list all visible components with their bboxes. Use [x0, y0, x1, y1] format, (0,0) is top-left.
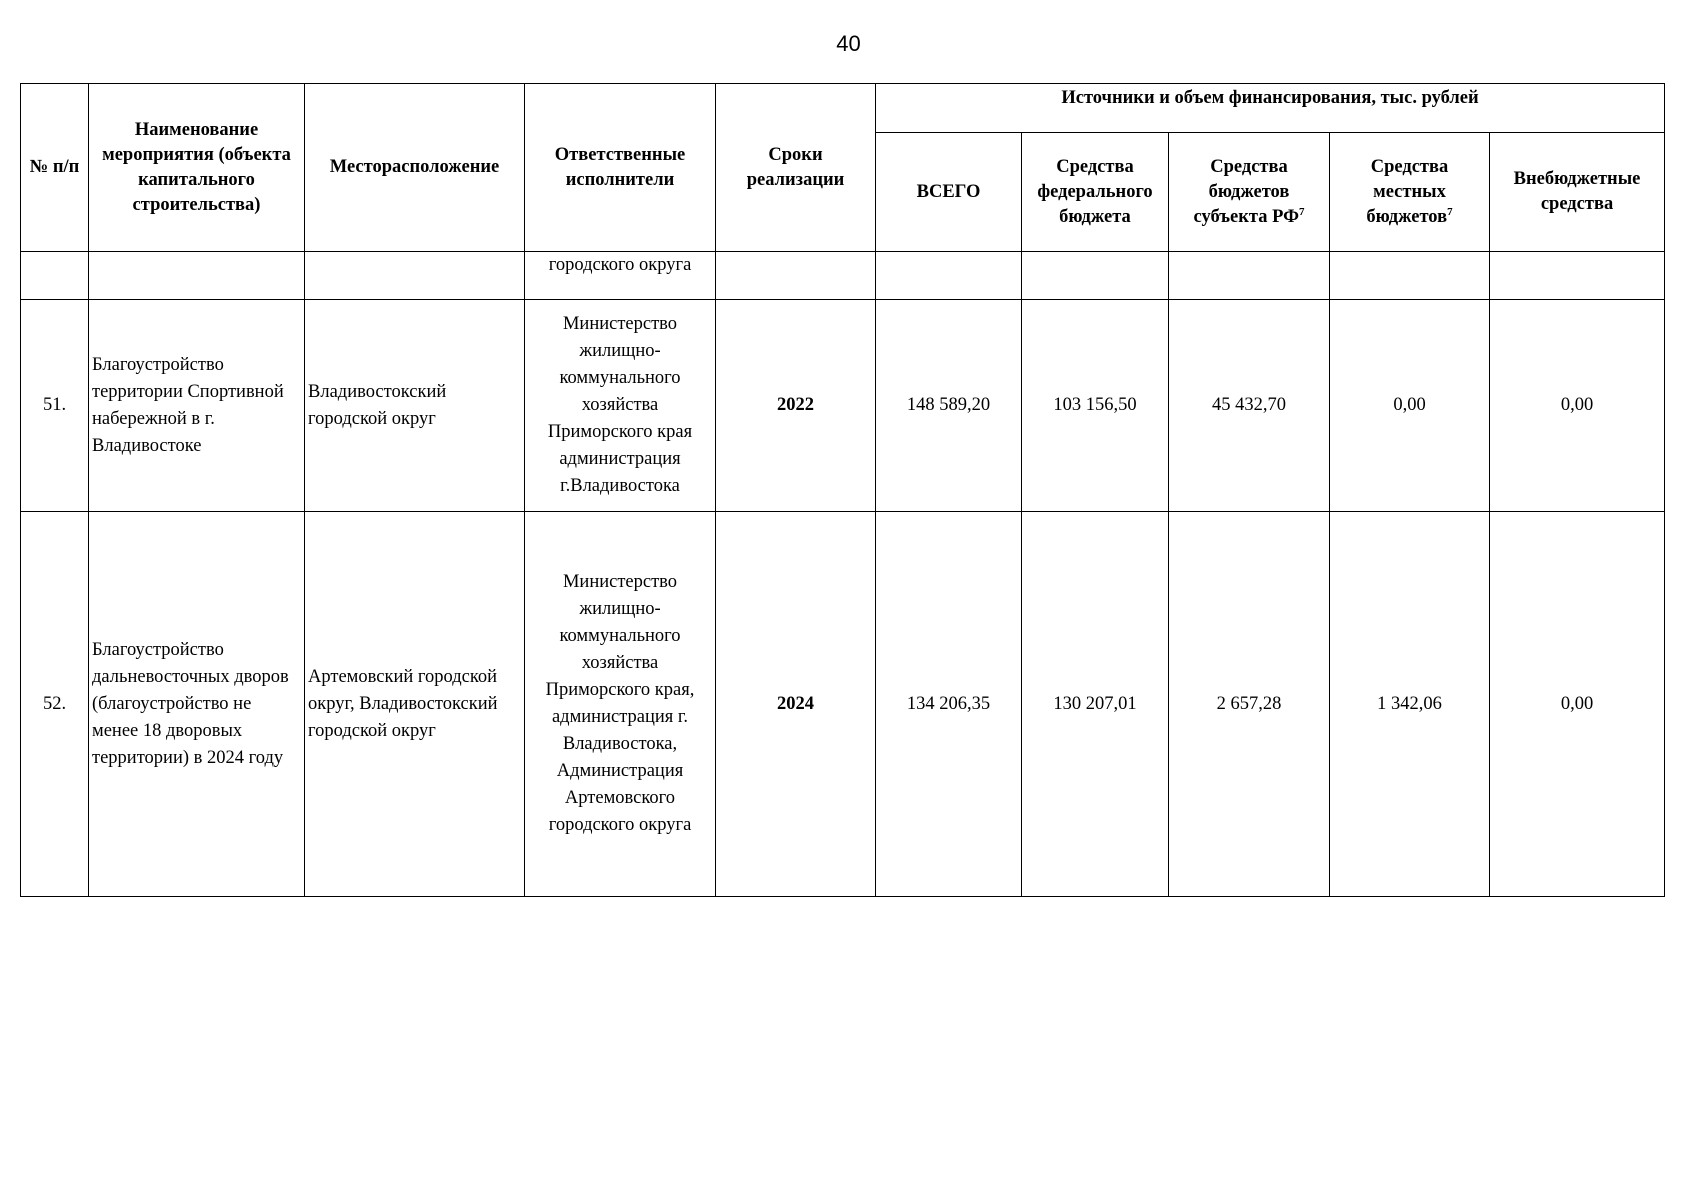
- header-local-label: Средства местных бюджетов: [1366, 156, 1449, 227]
- header-location: Месторасположение: [305, 84, 525, 252]
- header-name: Наименование мероприятия (объекта капитального строительства): [89, 84, 305, 252]
- page-number: 40: [836, 31, 861, 56]
- cont-name: [89, 252, 305, 300]
- header-subject: [1169, 133, 1330, 252]
- header-terms: Сроки реализации: [716, 84, 876, 252]
- row-extra: 0,00: [1490, 512, 1665, 897]
- row-year: 2024: [716, 512, 876, 897]
- row-name: Благоустройство дальневосточных дворов (благоустройство не менее 18 дворовых территории) в 2024 году: [89, 512, 305, 897]
- row-total: 134 206,35: [876, 512, 1022, 897]
- header-total: ВСЕГО: [876, 133, 1022, 252]
- row-total: 148 589,20: [876, 300, 1022, 512]
- header-extra: Внебюджетные средства: [1490, 133, 1665, 252]
- row-local: 1 342,06: [1330, 512, 1490, 897]
- cont-total: [876, 252, 1022, 300]
- cont-executors: городского округа: [525, 252, 716, 300]
- row-location: Владивостокский городской округ: [305, 300, 525, 512]
- table-row: [21, 300, 1665, 512]
- row-name: Благоустройство территории Спортивной набережной в г. Владивостоке: [89, 300, 305, 512]
- header-row-1: [21, 84, 1665, 133]
- header-subject-footnote: 7: [1298, 205, 1305, 218]
- row-local: 0,00: [1330, 300, 1490, 512]
- cont-federal: [1022, 252, 1169, 300]
- cont-extra: [1490, 252, 1665, 300]
- row-subject: 45 432,70: [1169, 300, 1330, 512]
- header-local: [1330, 133, 1490, 252]
- table-row: [21, 512, 1665, 897]
- header-executors: Ответственные исполнители: [525, 84, 716, 252]
- row-extra: 0,00: [1490, 300, 1665, 512]
- header-subject-label: Средства бюджетов субъекта РФ: [1193, 156, 1299, 227]
- row-federal: 103 156,50: [1022, 300, 1169, 512]
- row-federal: 130 207,01: [1022, 512, 1169, 897]
- row-num: 52.: [21, 512, 89, 897]
- cont-local: [1330, 252, 1490, 300]
- cont-num: [21, 252, 89, 300]
- row-location: Артемовский городской округ, Владивостокский городской округ: [305, 512, 525, 897]
- row-year: 2022: [716, 300, 876, 512]
- cont-terms: [716, 252, 876, 300]
- header-local-footnote: 7: [1447, 205, 1453, 218]
- financing-table: [20, 83, 1665, 897]
- row-subject: 2 657,28: [1169, 512, 1330, 897]
- row-num: 51.: [21, 300, 89, 512]
- header-num: № п/п: [21, 84, 89, 252]
- cont-subject: [1169, 252, 1330, 300]
- row-executors: Министерство жилищно-коммунального хозяйства Приморского края, администрация г. Владивостока, Администрация Артемовского городского округа: [525, 512, 716, 897]
- row-executors: Министерство жилищно-коммунального хозяйства Приморского края администрация г.Владивостока: [525, 300, 716, 512]
- cont-location: [305, 252, 525, 300]
- continuation-row: [21, 252, 1665, 300]
- header-federal: Средства федерального бюджета: [1022, 133, 1169, 252]
- header-financing-group: Источники и объем финансирования, тыс. рублей: [876, 84, 1665, 133]
